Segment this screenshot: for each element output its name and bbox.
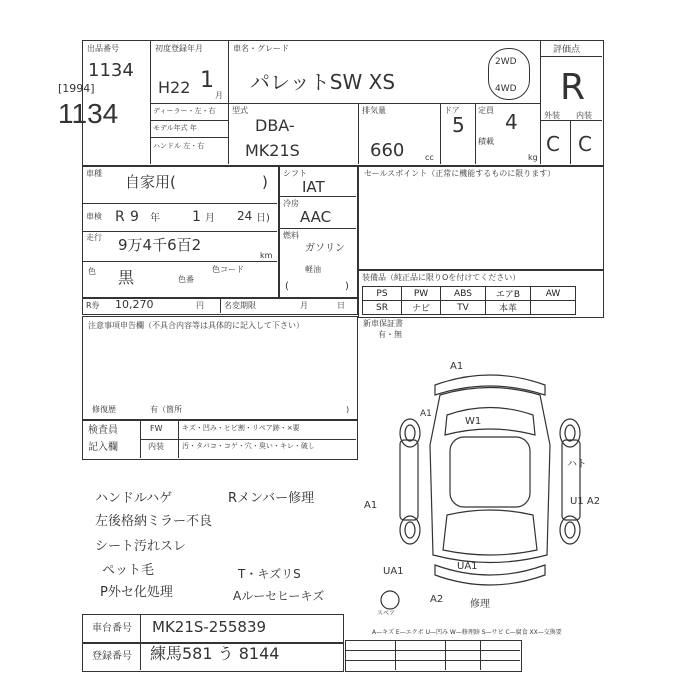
color-code-label: 色コード: [212, 265, 244, 274]
notes-block: [82, 316, 358, 420]
door-value: 5: [452, 113, 465, 137]
inspector-naisou: 内装: [148, 442, 164, 451]
plate-value: 練馬581 う 8144: [150, 644, 280, 663]
remark-right-2: T・キズリS: [238, 567, 301, 581]
shaken-label: 車検: [86, 212, 102, 221]
use-value: 自家用(: [125, 173, 176, 191]
diag-label-a2: A2: [430, 594, 444, 605]
remark-left-1: ハンドルハゲ: [95, 491, 173, 506]
km-label: 走行: [86, 233, 102, 242]
equip-tv: TV: [441, 301, 486, 315]
new-car-label: 新車保証書: [363, 319, 403, 328]
repair-label: 修復歴: [92, 405, 116, 414]
repair-close: ): [346, 405, 350, 414]
drive-4wd: 4WD: [495, 84, 517, 94]
fuel-label: 燃料: [283, 231, 299, 240]
diag-label-u1a2: U1 A2: [570, 496, 601, 507]
use-label: 車種: [86, 169, 102, 178]
fuel-paren-close: ): [345, 281, 349, 292]
chassis-label: 車台番号: [92, 623, 132, 634]
handle-label: ハンドル 左・右: [153, 142, 205, 150]
inspector-label-1: 検査員: [88, 425, 118, 436]
diag-label-a1-top: A1: [450, 361, 464, 372]
inspector-fw-items: キズ・凹み・ヒビ割・リペア跡・×要: [182, 424, 300, 432]
color-no-label: 色番: [178, 275, 194, 284]
lot-value: 1134: [88, 60, 134, 81]
load-label: 積載: [478, 137, 494, 146]
ext-value: C: [546, 132, 560, 156]
diag-label-w1: W1: [465, 416, 482, 427]
shaken-year-unit: 年: [150, 213, 160, 224]
car-diagram: [375, 355, 605, 610]
chassis-value: MK21S-255839: [152, 618, 267, 636]
stock-small: [1994]: [58, 82, 95, 95]
remark-right-1: Rメンバー修理: [228, 491, 315, 506]
shaken-day: 24: [237, 209, 253, 223]
remark-right-3: Aルーセヒーキズ: [233, 589, 325, 603]
fuel-paren-open: (: [285, 281, 289, 292]
seat-label: 定員: [478, 106, 494, 115]
diag-label-a1-door: A1: [420, 409, 432, 419]
score-value: R: [560, 67, 586, 108]
notes-label: 注意事項申告欄（不具合内容等は具体的に記入して下さい）: [88, 321, 304, 330]
name-label: 車名・グレード: [233, 44, 289, 53]
shaken-year: 9: [130, 209, 139, 225]
diag-label-repair: 修理: [470, 599, 490, 610]
diag-label-hato: ハト: [567, 459, 587, 470]
spare-label: スペア: [377, 610, 396, 617]
inspector-int-items: 汚・タバコ・コゲ・穴・臭い・キレ・破し: [182, 442, 315, 450]
equip-leather: 本革: [486, 301, 531, 315]
ac-value: AAC: [300, 208, 332, 226]
reg-month: 1: [200, 68, 214, 93]
shaken-era: R: [115, 209, 125, 225]
fuel-value: ガソリン: [305, 243, 345, 254]
meigi-label: 名変期限: [224, 301, 256, 310]
equip-pw: PW: [402, 287, 441, 301]
lot-label: 出品番号: [87, 44, 119, 53]
sales-point-block: [358, 166, 604, 270]
legend: A—キズ E—エクボ U—凹み W—修理跡 S—サビ C—腐食 XX—交換要: [372, 629, 562, 636]
equip-navi: ナビ: [402, 301, 441, 315]
remark-left-5: P外セ化処理: [100, 585, 173, 600]
int-value: C: [578, 132, 592, 156]
stock-number: 1134: [58, 98, 119, 129]
dealer-label: ディーラー・左・右: [153, 107, 216, 115]
recycle-label: R券: [86, 301, 100, 310]
equip-sr: SR: [363, 301, 402, 315]
stamp-table: [345, 640, 522, 672]
door-label: ドア: [444, 106, 460, 115]
recycle-unit: 円: [196, 301, 204, 310]
shift-value: IAT: [302, 178, 325, 196]
remark-left-3: シート汚れスレ: [95, 539, 187, 554]
diag-label-a1-left: A1: [364, 500, 378, 511]
recycle-value: 10,270: [115, 298, 154, 311]
equip-aw: AW: [531, 287, 576, 301]
equip-abs: ABS: [441, 287, 486, 301]
type-value: DBA-: [255, 116, 295, 135]
load-unit: kg: [528, 153, 538, 162]
drive-2wd: 2WD: [495, 57, 517, 67]
remark-left-2: 左後格納ミラー不良: [95, 514, 213, 529]
reg-value: H22: [158, 78, 191, 97]
km-unit: km: [260, 251, 273, 260]
diag-label-ua1-left: UA1: [383, 566, 404, 577]
diag-label-ua1-rear: UA1: [457, 561, 478, 572]
reg-month-unit: 月: [215, 91, 223, 100]
type-value-2: MK21S: [245, 141, 300, 160]
meigi-day: 日: [337, 301, 345, 310]
equipment-label: 装備品（純正品に限りOを付けてください）: [362, 273, 521, 282]
disp-unit: cc: [425, 153, 434, 162]
color-label: 色: [88, 267, 96, 276]
use-close: ): [262, 173, 268, 191]
fuel-alt: 軽油: [305, 265, 321, 274]
plate-label: 登録番号: [92, 651, 132, 662]
type-label: 型式: [232, 106, 248, 115]
model-year-label: モデル年式 年: [153, 124, 197, 132]
color-value: 黒: [118, 268, 135, 287]
meigi-month: 月: [300, 301, 308, 310]
disp-value: 660: [370, 140, 405, 161]
inspector-label-2: 記入欄: [88, 442, 118, 453]
ac-label: 冷房: [283, 199, 299, 208]
equip-airbag: エアB: [486, 287, 531, 301]
shaken-month-unit: 月: [205, 213, 215, 224]
shaken-day-unit: 日): [256, 213, 270, 224]
km-value: 9万4千6百2: [118, 236, 202, 254]
name-value: パレットSW XS: [250, 70, 396, 94]
shift-label: シフト: [283, 169, 307, 178]
equip-ps: PS: [363, 287, 402, 301]
inspector-fw: FW: [150, 424, 163, 433]
reg-label: 初度登録年月: [155, 44, 203, 53]
ext-label: 外装: [544, 111, 560, 120]
shaken-month: 1: [192, 209, 201, 225]
int-label: 内装: [576, 111, 592, 120]
score-label: 評価点: [553, 45, 581, 55]
remark-left-4: ペット毛: [102, 563, 155, 578]
repair-value: 有（箇所: [150, 405, 182, 414]
new-car-values: 有・無: [378, 330, 402, 339]
seat-value: 4: [505, 110, 518, 134]
sales-point-label: セールスポイント（正常に機能するものに限ります）: [364, 169, 556, 178]
disp-label: 排気量: [362, 106, 386, 115]
